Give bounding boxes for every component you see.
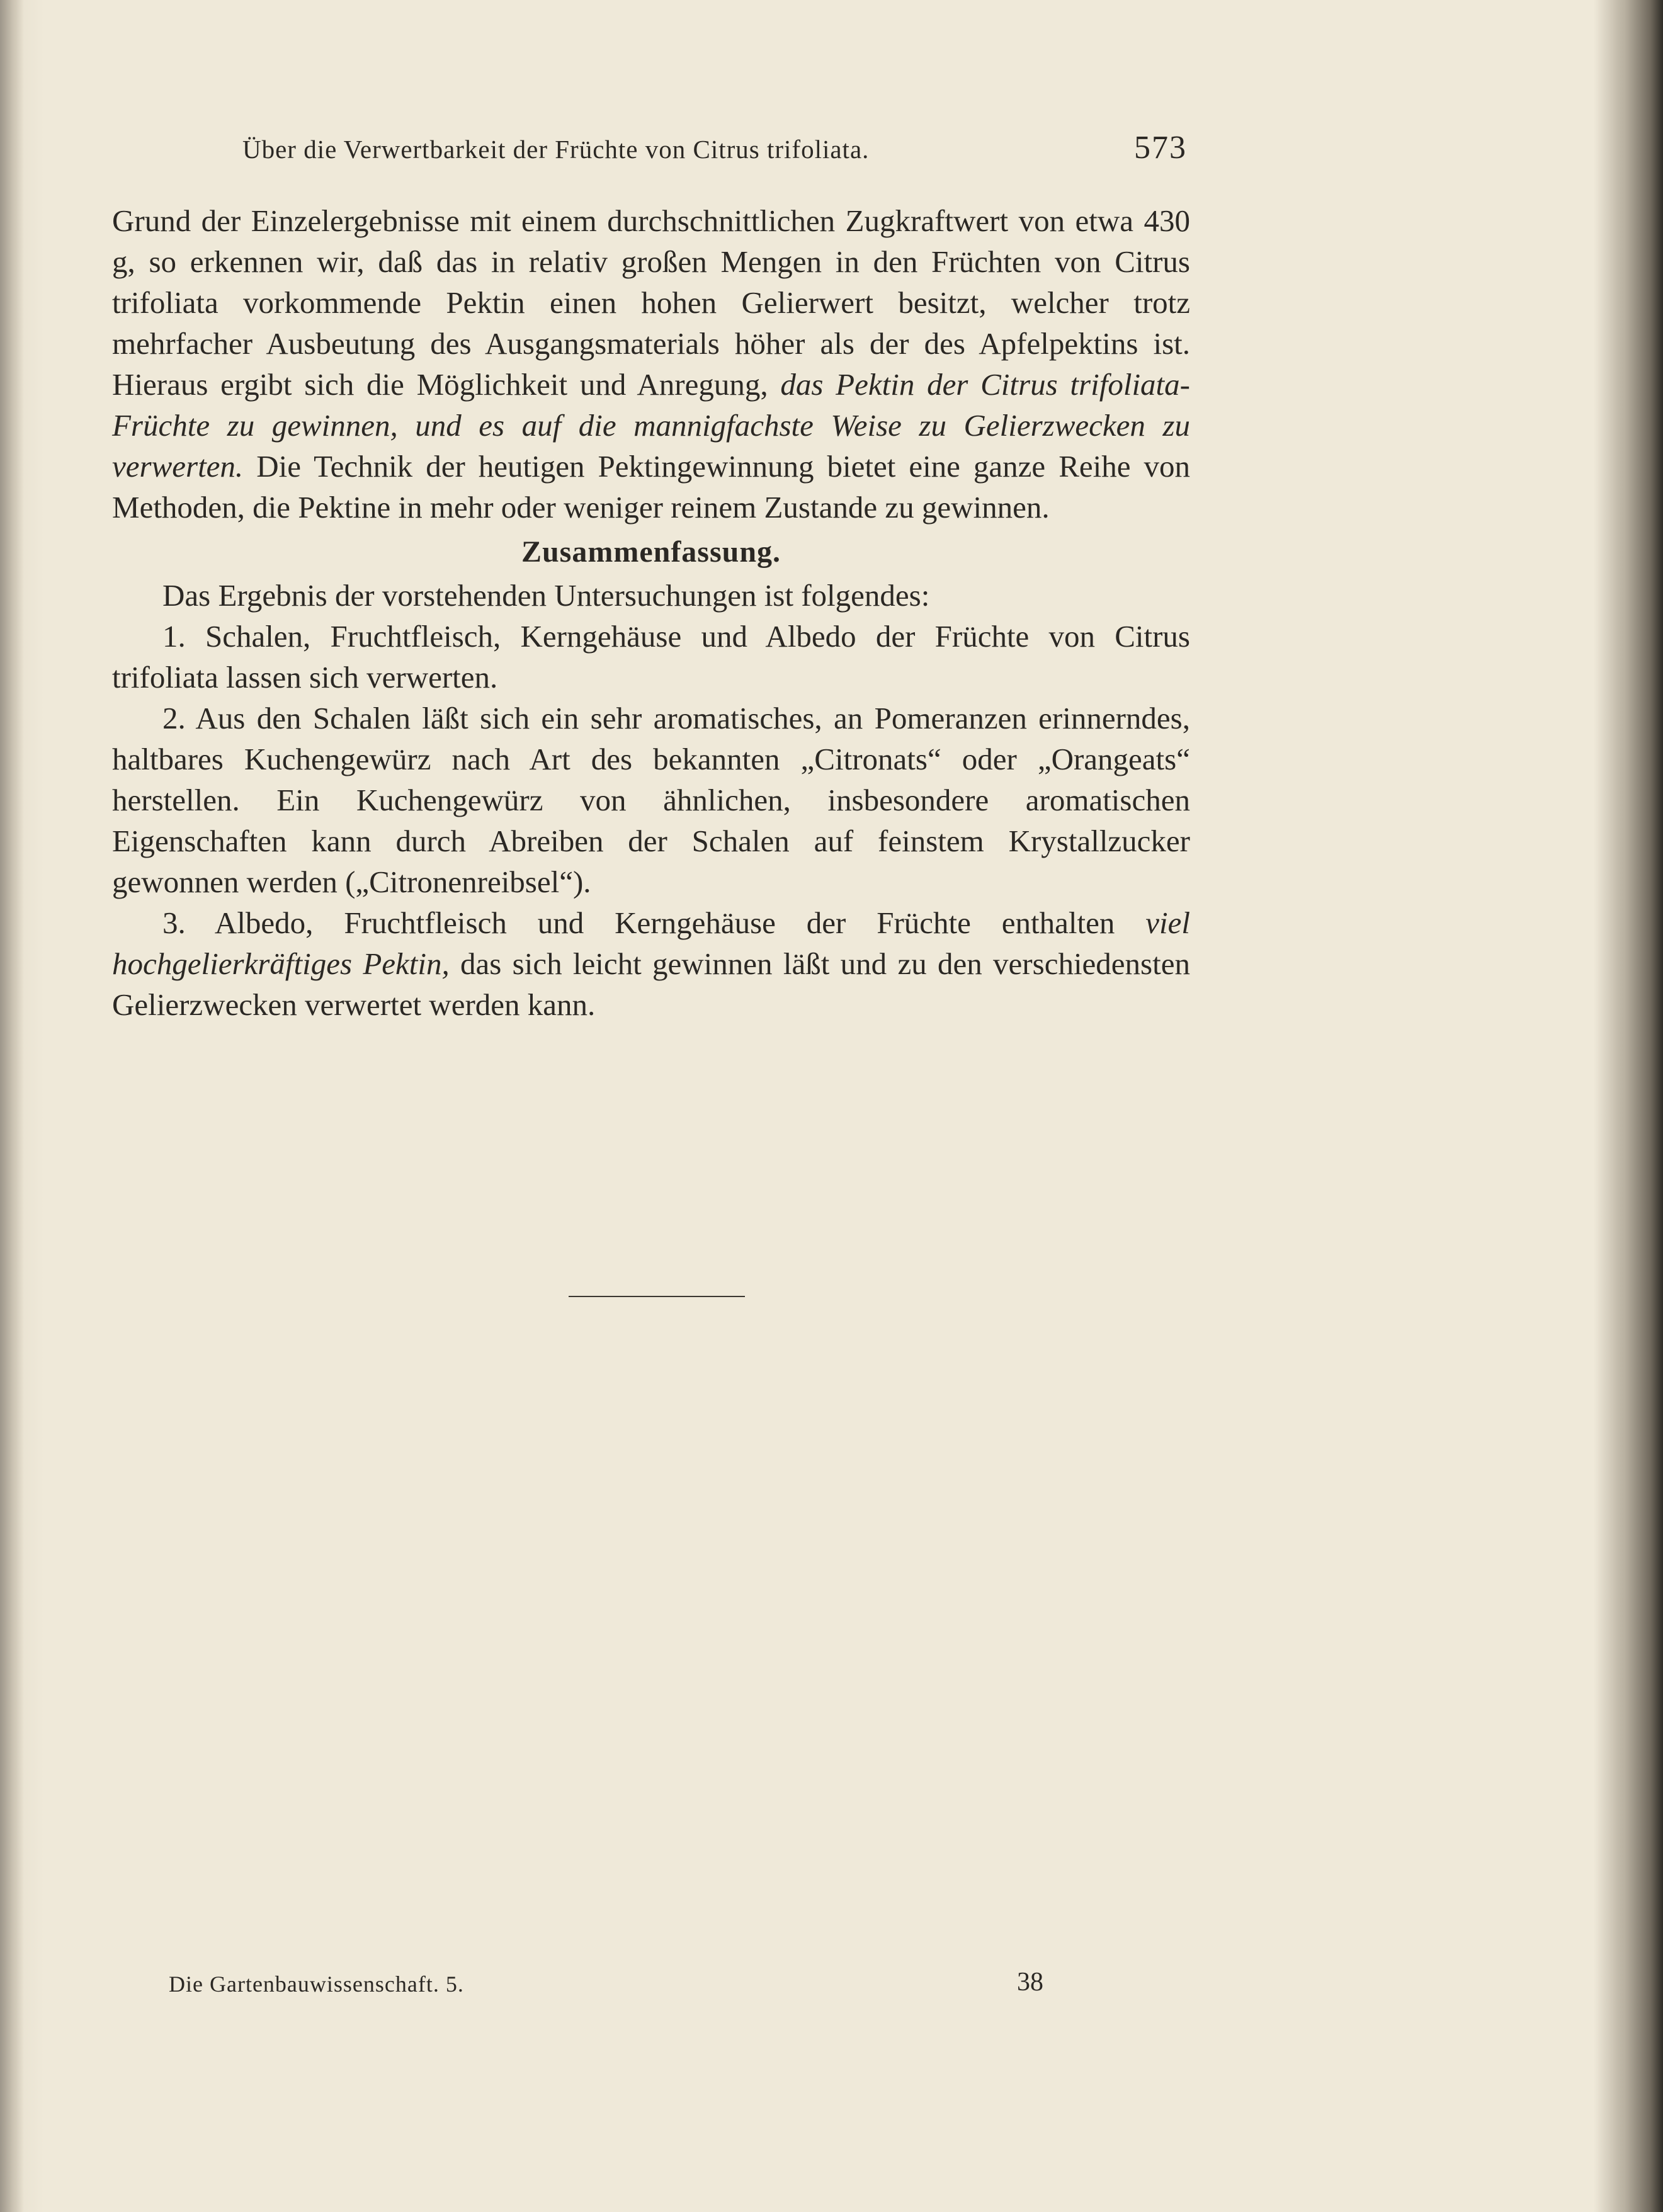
paragraph-text: Grund der Einzelergebnisse mit einem durchschnittlichen Zugkraftwert von etwa 430 g, so erkennen wir, daß das in relativ großen Mengen in den Früchten von Citrus trifoliata vorkommende Pektin einen hohen Gelierwert besitzt, welcher trotz mehrfacher Ausbeutung des Ausgangsmaterials höher als der des Apfelpektins ist. Hieraus ergibt sich die Möglichkeit und Anregung, xyxy=(112,203,1190,402)
summary-item-3 xyxy=(112,902,1190,1025)
page-right-edge-shadow xyxy=(1594,0,1663,2212)
sheet-signature: 38 xyxy=(1017,1968,1043,1997)
paragraph-text: Die Technik der heutigen Pektingewinnung bietet eine ganze Reihe von Methoden, die Pektine in mehr oder weniger reinem Zustande zu gewinnen. xyxy=(112,449,1190,525)
item-text: 3. Albedo, Fruchtfleisch und Kerngehäuse der Früchte enthalten xyxy=(162,905,1146,940)
summary-intro: Das Ergebnis der vorstehenden Untersuchungen ist folgendes: xyxy=(162,578,930,613)
paragraph-emphasis: das Pektin der Citrus trifoliata-Früchte zu gewinnen, und es auf die mannigfachste Weise zu Gelierzwecken zu verwerten. xyxy=(112,367,1190,484)
paragraph-conclusion xyxy=(112,200,1190,528)
page-left-edge-shadow xyxy=(0,0,24,2212)
running-title: Über die Verwertbarkeit der Früchte von Citrus trifoliata. xyxy=(242,135,870,164)
item-emphasis: viel hochgelierkräftiges Pektin, xyxy=(112,905,1190,981)
end-rule xyxy=(569,1296,745,1297)
summary-item-1: 1. Schalen, Fruchtfleisch, Kerngehäuse und Albedo der Früchte von Citrus trifoliata lassen sich verwerten. xyxy=(112,619,1190,695)
journal-signature: Die Gartenbauwissenschaft. 5. xyxy=(169,1971,464,1997)
body-text xyxy=(112,200,1190,1025)
summary-item-2: 2. Aus den Schalen läßt sich ein sehr aromatisches, an Pomeranzen erinnerndes, haltbares Kuchengewürz nach Art des bekannten „Citronats“ oder „Orangeats“ herstellen. Ein Kuchengewürz von ähnlichen, insbesondere aromatischen Eigenschaften kann durch Abreiben der Schalen auf feinstem Krystallzucker gewonnen werden („Citronenreibsel“). xyxy=(112,701,1190,899)
item-text: das sich leicht gewinnen läßt und zu den verschiedensten Gelierzwecken verwertet werden kann. xyxy=(112,946,1190,1022)
page-number: 573 xyxy=(1134,130,1187,166)
running-head xyxy=(242,129,1187,173)
section-heading: Zusammenfassung. xyxy=(521,535,781,569)
